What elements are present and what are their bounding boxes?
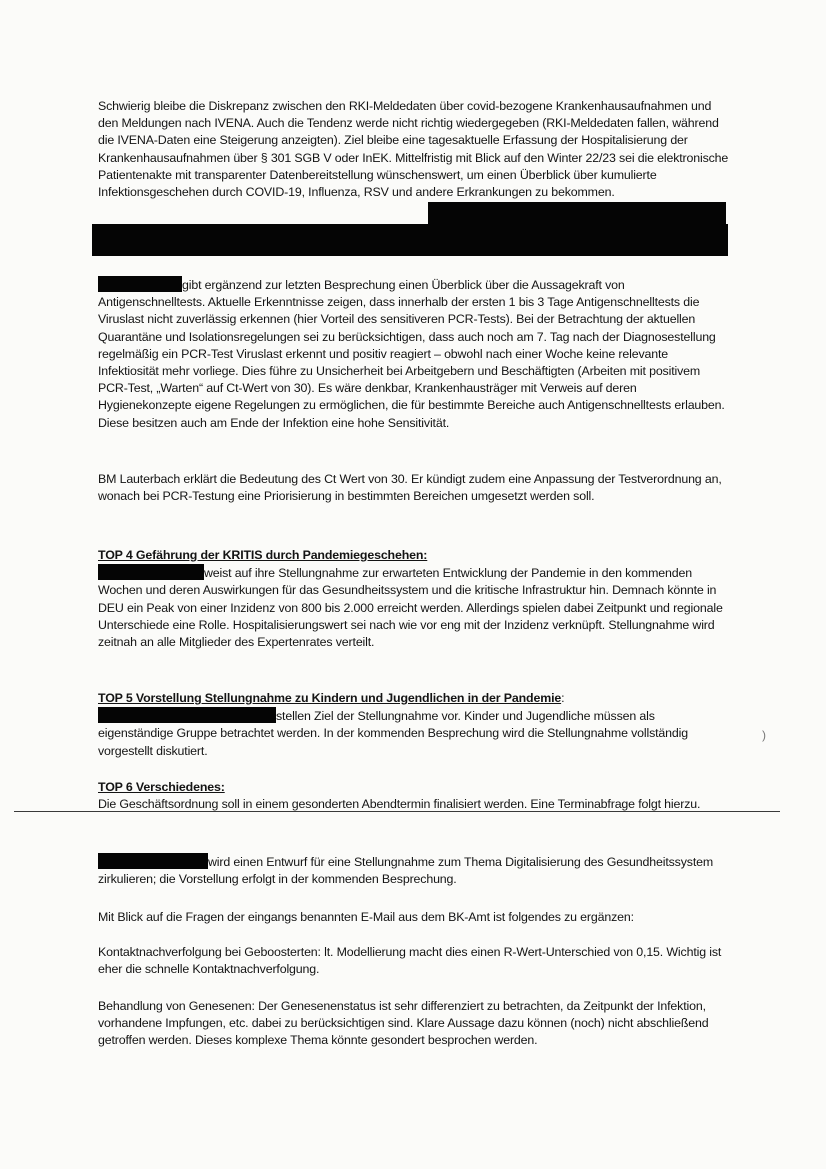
- section-top4: [98, 547, 730, 651]
- paragraph-text: BM Lauterbach erklärt die Bedeutung des Ct Wert von 30. Er kündigt zudem eine Anpassung der Testverordnung an, wonach bei PCR-Testung eine Priorisierung in bestimmten Bereichen umgesetzt werden soll.: [98, 472, 722, 504]
- redaction-block: [428, 202, 726, 224]
- paragraph-text: Die Geschäftsordnung soll in einem gesonderten Abendtermin finalisiert werden. Eine Terminabfrage folgt hierzu.: [98, 797, 701, 812]
- paragraph-text: Mit Blick auf die Fragen der eingangs benannten E-Mail aus dem BK-Amt ist folgendes zu ergänzen:: [98, 910, 634, 924]
- redaction-name: [98, 853, 208, 869]
- paragraph-text: Schwierig bleibe die Diskrepanz zwischen den RKI-Meldedaten über covid-bezogene Krankenhausaufnahmen und den Meldungen nach IVENA. Auch die Tendenz werde nicht richtig wiedergegeben (RKI-Meldedaten fallen, während die IVENA-Daten eine Steigerung anzeigten). Ziel bleibe eine tagesaktuelle Erfassung der Hospitalisierung der Krankenhausaufnahmen über § 301 SGB V oder InEK. Mittelfristig mit Blick auf den Winter 22/23 sei die elektronische Patientenakte mit transparenter Datenbereitstellung wünschenswert, um einen Überblick über kumulierte Infektionsgeschehen durch COVID-19, Influenza, RSV und andere Erkrankungen zu bekommen.: [98, 99, 729, 200]
- section-heading: TOP 4 Gefährung der KRITIS durch Pandemiegeschehen:: [98, 548, 428, 562]
- section-top6: [98, 779, 730, 813]
- paragraph-text: gibt ergänzend zur letzten Besprechung einen Überblick über die Aussagekraft von Antigenschnelltests. Aktuelle Erkenntnisse zeigen, dass innerhalb der ersten 1 bis 3 Tage Antigenschnelltests die Viruslast nicht zuverlässig erkennen (hier Vorteil des sensitiveren PCR-Tests). Bei der Betrachtung der aktuellen Quarantäne und Isolationsregelungen sei zu berücksichtigen, dass auch noch am 7. Tag nach der Diagnosestellung regelmäßig ein PCR-Test Viruslast erkennt und positiv reagiert – obwohl nach einer Woche keine relevante Infektiosität mehr vorliege. Dies führe zu Unsicherheit bei Arbeitgebern und Beschäftigten (Arbeiten mit positivem PCR-Test, „Warten“ auf Ct-Wert von 30). Es wäre denkbar, Krankenhausträger mit Verweis auf deren Hygienekonzepte eigene Regelungen zu ermöglichen, die für bestimmte Bereiche auch Antigenschnelltests erlauben. Diese besitzen auch am Ende der Infektion eine hohe Sensitivität.: [98, 278, 725, 430]
- paragraph-text: weist auf ihre Stellungnahme zur erwarteten Entwicklung der Pandemie in den kommenden Wochen und deren Auswirkungen für das Gesundheitssystem und die kritische Infrastruktur hin. Demnach könnte in DEU ein Peak von einer Inzidenz von 800 bis 2.000 erreicht werden. Allerdings spielen dabei Zeitpunkt und regionale Unterschiede eine Rolle. Hospitalisierungswert sei nach wie vor eng mit der Inzidenz verknüpft. Stellungnahme wird zeitnah an alle Mitglieder des Expertenrates verteilt.: [98, 566, 723, 650]
- section-top5: TOP 5 Vorstellung Stellungnahme zu Kindern und Jugendlichen in der Pandemie: stellen Ziel der Stellungnahme vor. Kinder und Jugendliche müssen als eigenständige Gruppe betrachtet werden. In der kommenden Besprechung wird die Stellungnahme vollständig vorgestellt diskutiert.: [98, 691, 689, 758]
- paragraph-genesene: [98, 998, 730, 1050]
- redaction-name: [98, 276, 182, 292]
- paragraph-text: wird einen Entwurf für eine Stellungnahme zum Thema Digitalisierung des Gesundheitssystem zirkulieren; die Vorstellung erfolgt in der kommenden Besprechung.: [98, 855, 714, 887]
- scan-line: [14, 811, 780, 812]
- paragraph-text: Kontaktnachverfolgung bei Geboosterten: lt. Modellierung macht dies einen R-Wert-Unterschied von 0,15. Wichtig ist eher die schnelle Kontaktnachverfolgung.: [98, 945, 722, 977]
- paragraph-text: stellen Ziel der Stellungnahme vor. Kinder und Jugendliche müssen als eigenständige Gruppe betrachtet werden. In der kommenden Besprechung wird die Stellungnahme vollständig vorgestellt diskutiert.: [98, 709, 689, 758]
- paragraph-text: Behandlung von Genesenen: Der Genesenenstatus ist sehr differenziert zu betrachten, da Zeitpunkt der Infektion, vorhandene Impfungen, etc. dabei zu berücksichtigen sind. Klare Aussage dazu können (noch) nicht abschließend getroffen werden. Dieses komplexe Thema könnte gesondert besprochen werden.: [98, 999, 709, 1048]
- paragraph-digitalisierung: [98, 853, 730, 888]
- paragraph-kontaktnachverfolgung: [98, 944, 730, 978]
- paragraph-hospitalisierung: [98, 98, 730, 201]
- paragraph-antigenschnelltests: [98, 276, 730, 432]
- redaction-name: [98, 564, 204, 580]
- redaction-block: [92, 224, 728, 256]
- redaction-name: [98, 707, 276, 723]
- paragraph-ct-wert: [98, 471, 730, 505]
- section-heading: TOP 6 Verschiedenes:: [98, 780, 225, 794]
- section-heading: TOP 5 Vorstellung Stellungnahme zu Kindern und Jugendlichen in der Pandemie: [98, 691, 562, 705]
- scan-mark: ): [762, 728, 766, 742]
- paragraph-bk-amt: [98, 909, 730, 926]
